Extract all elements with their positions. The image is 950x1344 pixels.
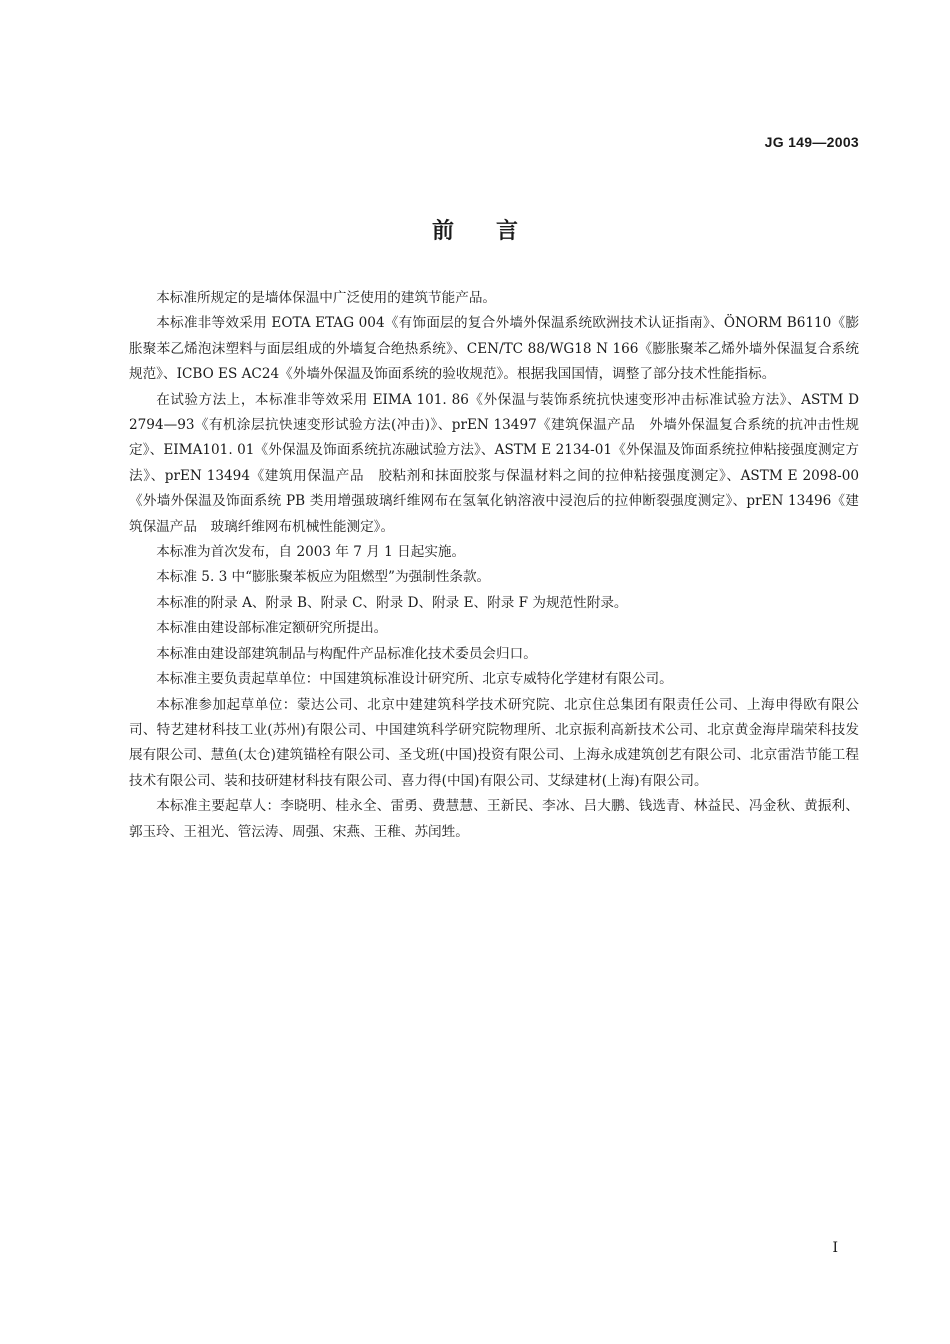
paragraph-mandatory-clause: 本标准 5. 3 中“膨胀聚苯板应为阻燃型”为强制性条款。 <box>156 569 491 586</box>
paragraph-annexes: 本标准的附录 A、附录 B、附录 C、附录 D、附录 E、附录 F 为规范性附录。 <box>156 594 628 611</box>
paragraph-adoption: 本标准非等效采用 EOTA ETAG 004《有饰面层的复合外墙外保温系统欧洲技术认证指南》、ÖNORM B6110《膨胀聚苯乙烯泡沫塑料与面层组成的外墙复合绝热系统》、CEN/TC 88/WG18 N 166《膨胀聚苯乙烯外墙外保温复合系统规范》、ICBO ES AC24《外墙外保温及饰面系统的验收规范》。根据我国国情，调整了部分技术性能指标。 <box>129 315 859 383</box>
paragraph-committee: 本标准由建设部建筑制品与构配件产品标准化技术委员会归口。 <box>156 645 537 662</box>
paragraph-effective-date: 本标准为首次发布，自 2003 年 7 月 1 日起实施。 <box>156 544 466 561</box>
paragraph-participating-units: 本标准参加起草单位：蒙达公司、北京中建建筑科学技术研究院、北京住总集团有限责任公司、上海申得欧有限公司、特艺建材科技工业(苏州)有限公司、中国建筑科学研究院物理所、北京振利高新技术公司、北京黄金海岸瑞荣科技发展有限公司、慧鱼(太仓)建筑锚栓有限公司、圣戈班(中国)投资有限公司、上海永成建筑创艺有限公司、北京雷浩节能工程技术有限公司、装和技研建材科技有限公司、喜力得(中国)有限公司、艾绿建材(上海)有限公司。 <box>129 696 859 789</box>
page-number: I <box>832 1240 838 1256</box>
paragraph-main-drafters: 本标准主要起草人：李晓明、桂永全、雷勇、费慧慧、王新民、李冰、吕大鹏、钱选青、林益民、冯金秋、黄振利、郭玉玲、王祖光、管沄涛、周强、宋燕、王稚、苏闰甡。 <box>129 798 859 840</box>
paragraph-proposer: 本标准由建设部标准定额研究所提出。 <box>156 620 388 637</box>
paragraph-main-drafters-units: 本标准主要负责起草单位：中国建筑标准设计研究所、北京专威特化学建材有限公司。 <box>156 671 673 688</box>
foreword-body <box>129 286 859 845</box>
paragraph-scope: 本标准所规定的是墙体保温中广泛使用的建筑节能产品。 <box>156 290 497 306</box>
paragraph-test-methods: 在试验方法上，本标准非等效采用 EIMA 101. 86《外保温与装饰系统抗快速变形冲击标准试验方法》、ASTM D 2794—93《有机涂层抗快速变形试验方法(冲击)》、prEN 13497《建筑保温产品 外墙外保温复合系统的抗冲击性规定》、EIMA101. 01《外保温及饰面系统抗冻融试验方法》、ASTM E 2134-01《外保温及饰面系统拉伸粘接强度测定方法》、prEN 13494《建筑用保温产品 胶粘剂和抹面胶浆与保温材料之间的拉伸粘接强度测定》、ASTM E 2098-00《外墙外保温及饰面系统 PB 类用增强玻璃纤维网布在氢氧化钠溶液中浸泡后的拉伸断裂强度测定》、prEN 13496《建筑保温产品 玻璃纤维网布机械性能测定》。 <box>129 391 859 535</box>
page-title: 前言 <box>431 218 560 244</box>
standard-code: JG 149—2003 <box>764 134 859 150</box>
